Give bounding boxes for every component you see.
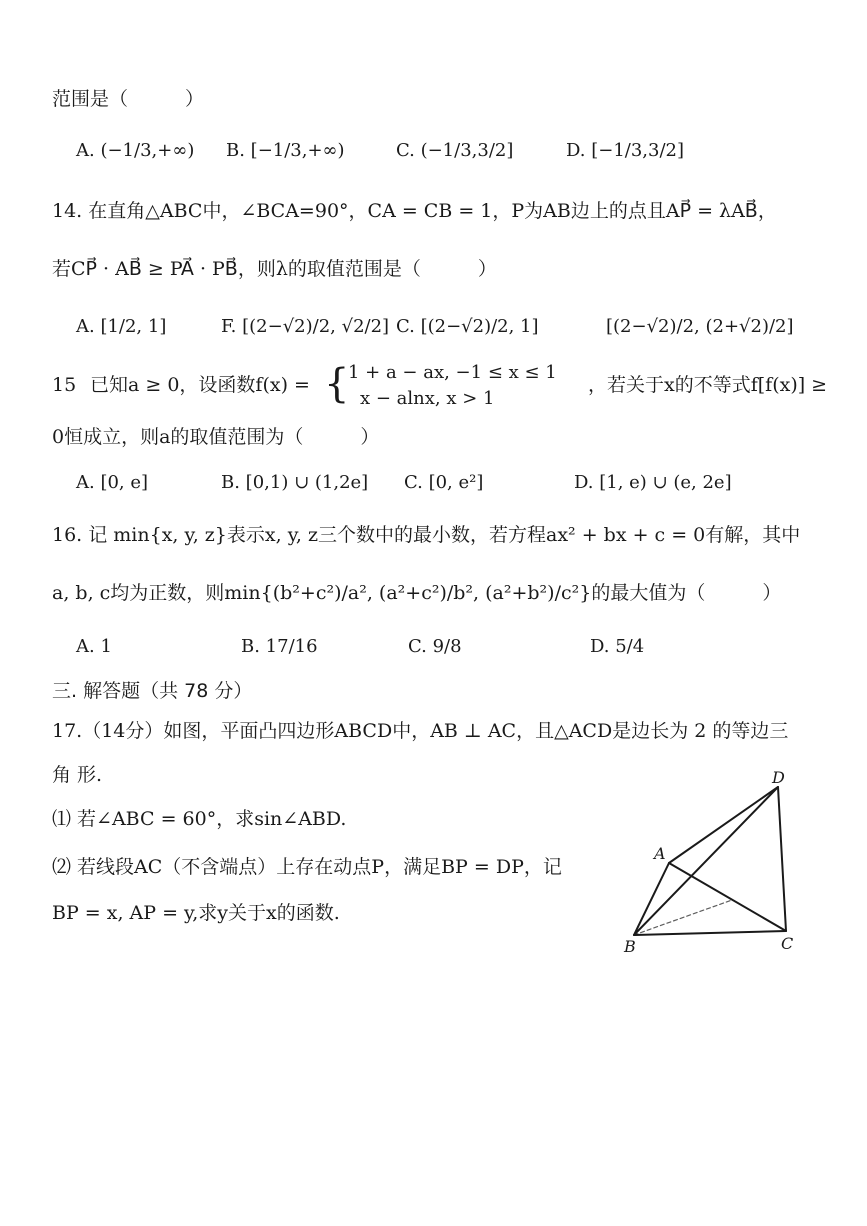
q14-options — [76, 316, 827, 346]
q15-case-2: x − alnx, x > 1 — [360, 388, 495, 409]
q15-after: ，若关于x的不等式f[f(x)] ≥ — [588, 374, 828, 396]
q17-part-1: ⑴ 若∠ABC = 60°，求sin∠ABD. — [52, 808, 347, 830]
edge-ac — [669, 863, 786, 931]
q15-lead: 已知a ≥ 0，设函数f(x) = — [90, 374, 310, 396]
q16-option-a: A. 1 — [76, 636, 112, 657]
section-heading: 三. 解答题（共 78 分） — [52, 680, 253, 702]
q14-option-b: F. [(2−√2)/2, √2/2] — [221, 316, 390, 337]
q15-option-a: A. [0, e] — [76, 472, 149, 493]
q13-tail: 范围是（ ） — [52, 88, 205, 110]
q15-option-c: C. [0, e²] — [404, 472, 484, 493]
q13-options — [76, 140, 827, 170]
q16-option-b: B. 17/16 — [241, 636, 318, 657]
q16-option-d: D. 5/4 — [590, 636, 645, 657]
q13-option-b: B. [−1/3,+∞) — [226, 140, 345, 161]
q15-brace: { — [324, 361, 350, 407]
q17-line-1: 17.（14分）如图，平面凸四边形ABCD中，AB ⊥ AC，且△ACD是边长为 2 的等边三 — [52, 720, 789, 742]
q13-option-a: A. (−1/3,+∞) — [76, 140, 195, 161]
edge-ad — [669, 787, 778, 863]
q14-option-a: A. [1/2, 1] — [76, 316, 167, 337]
q15-option-b: B. [0,1) ∪ (1,2e] — [221, 472, 369, 493]
q14-line-1: 14. 在直角△ABC中，∠BCA=90°，CA = CB = 1，P为AB边上的点且AP⃗ = λAB⃗， — [52, 200, 777, 222]
q17-part-3: BP = x, AP = y,求y关于x的函数. — [52, 902, 340, 924]
label-b: B — [624, 937, 636, 956]
q17-line-2: 角 形. — [52, 764, 103, 786]
label-d: D — [772, 768, 785, 787]
q15-line-2: 0恒成立，则a的取值范围为（ ） — [52, 426, 380, 448]
q15-number: 15 — [52, 374, 77, 396]
q16-options — [76, 636, 827, 666]
q15-options — [76, 472, 827, 502]
q16-line-1: 16. 记 min{x, y, z}表示x, y, z三个数中的最小数，若方程ax² + bx + c = 0有解，其中 — [52, 524, 801, 546]
q17-part-2: ⑵ 若线段AC（不含端点）上存在动点P，满足BP = DP，记 — [52, 856, 562, 878]
label-c: C — [781, 934, 794, 953]
q13-option-d: D. [−1/3,3/2] — [566, 140, 685, 161]
edge-cd — [778, 787, 786, 931]
q15-line-1 — [52, 361, 828, 420]
q14-option-d: [(2−√2)/2, (2+√2)/2] — [606, 316, 794, 337]
q14-option-c: C. [(2−√2)/2, 1] — [396, 316, 539, 337]
q14-line-2: 若CP⃗ · AB⃗ ≥ PA⃗ · PB⃗，则λ的取值范围是（ ） — [52, 258, 497, 280]
label-a: A — [654, 844, 666, 863]
edge-bc — [634, 931, 786, 935]
q16-option-c: C. 9/8 — [408, 636, 462, 657]
q15-case-1: 1 + a − ax, −1 ≤ x ≤ 1 — [348, 362, 557, 383]
quadrilateral-figure — [620, 765, 810, 960]
q16-line-2: a, b, c均为正数，则min{(b²+c²)/a², (a²+c²)/b², (a²+b²)/c²}的最大值为（ ） — [52, 582, 782, 604]
q15-option-d: D. [1, e) ∪ (e, 2e] — [574, 472, 732, 493]
q13-option-c: C. (−1/3,3/2] — [396, 140, 514, 161]
